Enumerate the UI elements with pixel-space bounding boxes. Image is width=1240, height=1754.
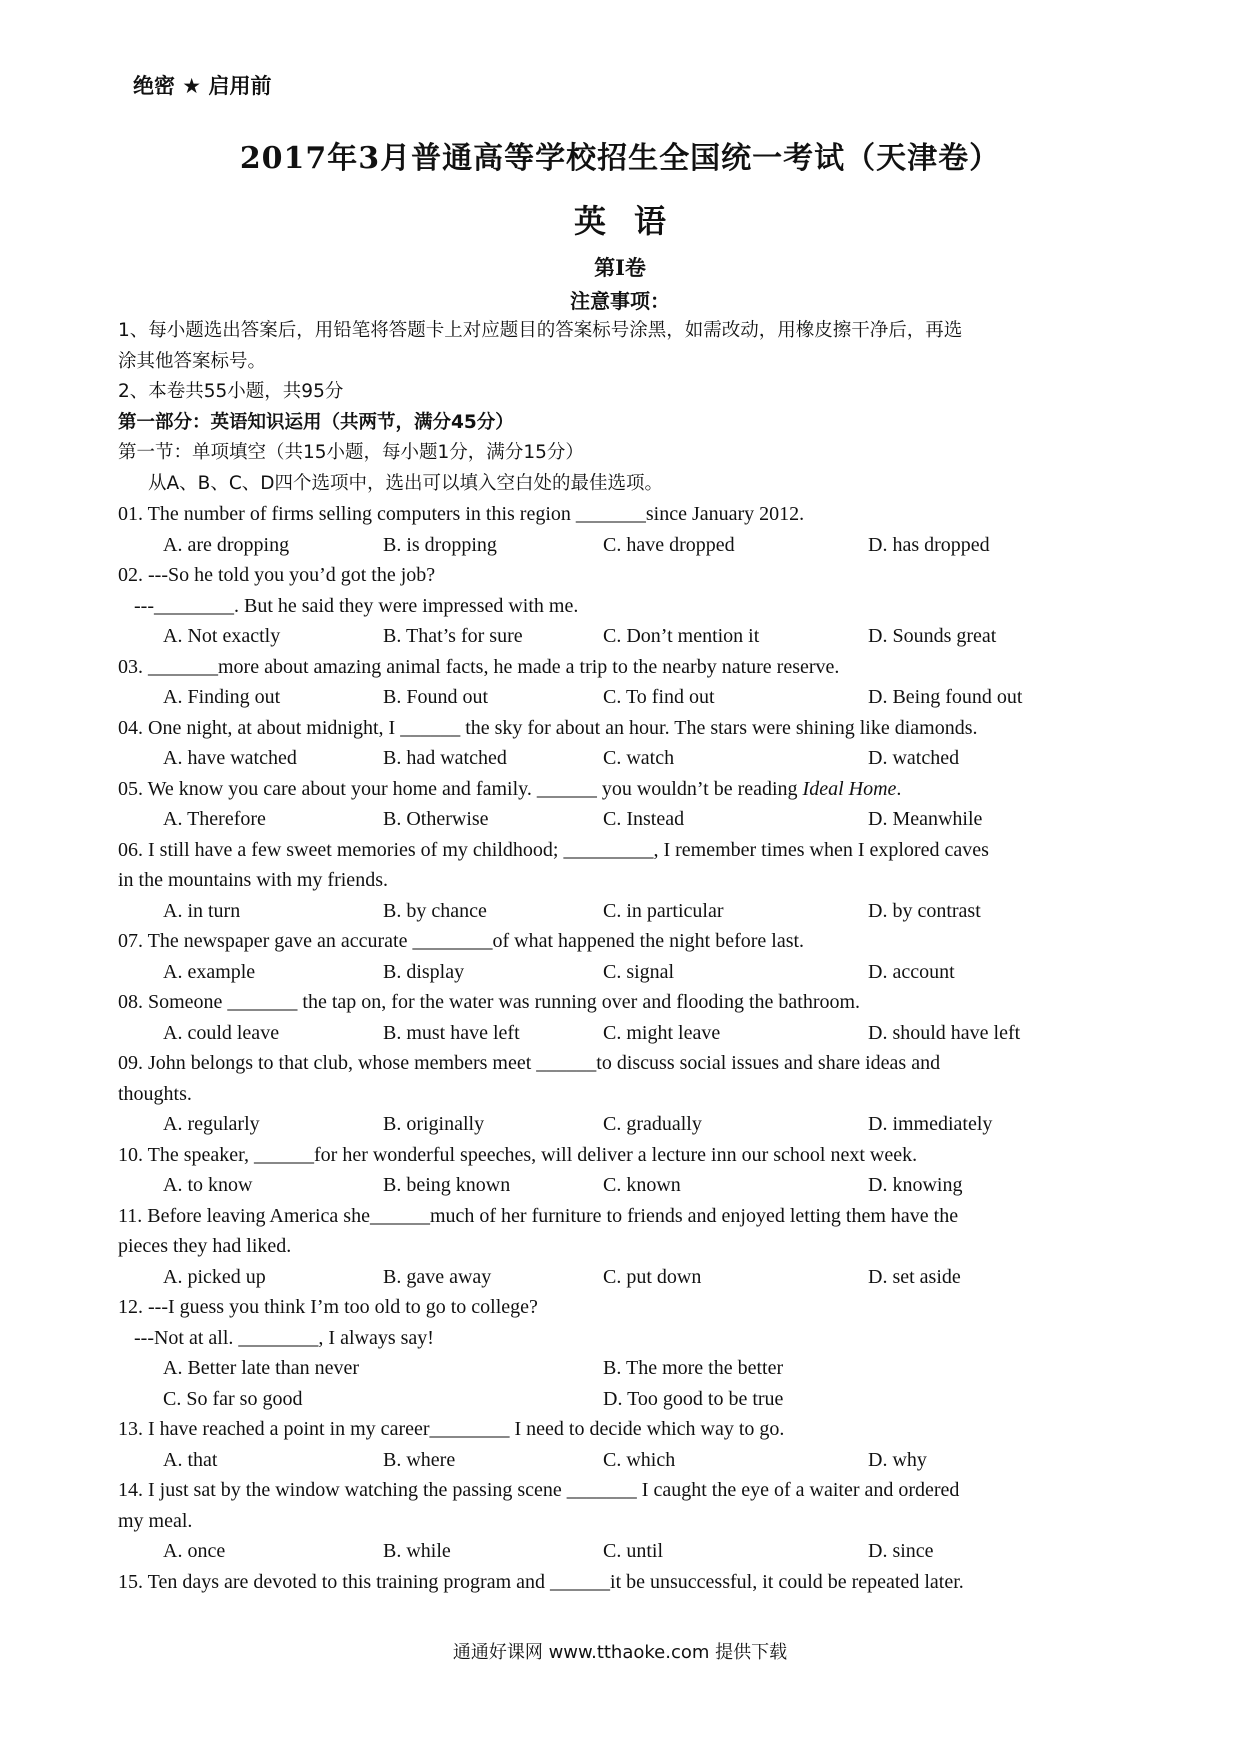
question-stem-continued: in the mountains with my friends. <box>118 869 388 891</box>
answer-option: C. watch <box>603 747 675 769</box>
answer-option: B. originally <box>383 1113 485 1135</box>
answer-option: B. Found out <box>383 686 489 708</box>
answer-option: D. should have left <box>868 1021 1021 1044</box>
question-stem: 06. I still have a few sweet memories of my childhood; _________, I remember times when I explored caves <box>118 838 989 861</box>
question-item <box>118 1048 1128 1140</box>
question-stem-continued: ---________. But he said they were impressed with me. <box>134 594 579 617</box>
question-item <box>118 774 1128 835</box>
option-row <box>118 1445 1128 1476</box>
part-title: 第一部分：英语知识运用（共两节，满分45分） <box>118 411 514 433</box>
answer-option: C. signal <box>603 960 675 983</box>
answer-option: B. gave away <box>383 1265 492 1288</box>
answer-option: A. have watched <box>163 747 297 769</box>
question-item <box>118 499 1128 560</box>
answer-option: C. So far so good <box>163 1387 303 1410</box>
answer-option: C. Instead <box>603 808 685 830</box>
section-title: 第一节：单项填空（共15小题，每小题1分，满分15分） <box>118 442 584 463</box>
question-stem: 03. _______more about amazing animal facts, he made a trip to the nearby nature reserve. <box>118 655 840 678</box>
answer-option: B. must have left <box>383 1021 520 1044</box>
answer-option: A. could leave <box>163 1021 280 1044</box>
question-stem: 11. Before leaving America she______much of her furniture to friends and enjoyed letting them have the <box>118 1204 959 1227</box>
answer-option: D. Too good to be true <box>603 1387 784 1410</box>
instruction-line: 2、本卷共55小题，共95分 <box>118 381 344 402</box>
option-row <box>118 1353 1128 1384</box>
option-row <box>118 682 1128 713</box>
answer-option: B. Otherwise <box>383 808 489 830</box>
answer-option: A. that <box>163 1448 218 1471</box>
answer-option: D. has dropped <box>868 533 990 556</box>
answer-option: A. once <box>163 1540 226 1562</box>
question-stem: 02. ---So he told you you’d got the job? <box>118 564 436 586</box>
answer-option: D. knowing <box>868 1174 963 1196</box>
question-stem-continued: pieces they had liked. <box>118 1235 292 1257</box>
answer-option: A. Therefore <box>163 808 266 830</box>
answer-option: B. display <box>383 960 465 983</box>
answer-option: C. put down <box>603 1265 702 1288</box>
question-item <box>118 1414 1128 1475</box>
question-stem: 08. Someone _______ the tap on, for the water was running over and flooding the bathroom. <box>118 991 861 1013</box>
answer-option: A. are dropping <box>163 533 290 556</box>
answer-option: A. Better late than never <box>163 1357 360 1379</box>
secret-label: 绝密 ★ 启用前 <box>133 74 272 98</box>
option-row <box>118 1170 1128 1201</box>
question-stem: 09. John belongs to that club, whose members meet ______to discuss social issues and share ideas and <box>118 1052 941 1074</box>
question-stem: 05. We know you care about your home and family. ______ you wouldn’t be reading Ideal Home. <box>118 777 902 800</box>
question-stem: 14. I just sat by the window watching the passing scene _______ I caught the eye of a waiter and ordered <box>118 1479 960 1501</box>
answer-option: B. while <box>383 1540 451 1562</box>
answer-option: C. gradually <box>603 1113 702 1135</box>
answer-option: C. Don’t mention it <box>603 625 760 647</box>
option-row <box>118 1536 1128 1567</box>
option-row <box>118 1109 1128 1140</box>
answer-option: A. Finding out <box>163 686 281 708</box>
answer-option: D. set aside <box>868 1265 961 1288</box>
answer-option: A. example <box>163 960 256 983</box>
answer-option: B. by chance <box>383 899 487 922</box>
question-stem: 01. The number of firms selling computers in this region _______since January 2012. <box>118 503 805 525</box>
answer-option: A. to know <box>163 1174 253 1196</box>
answer-option: D. account <box>868 960 955 983</box>
volume-label: 第Ⅰ卷 <box>594 255 646 280</box>
answer-option: D. by contrast <box>868 899 981 922</box>
question-item <box>118 1140 1128 1201</box>
question-stem: 10. The speaker, ______for her wonderful speeches, will deliver a lecture inn our school next week. <box>118 1143 918 1166</box>
answer-option: C. known <box>603 1174 681 1196</box>
question-stem: 07. The newspaper gave an accurate ________of what happened the night before last. <box>118 930 805 952</box>
question-item <box>118 713 1128 774</box>
answer-option: B. is dropping <box>383 533 497 556</box>
answer-option: C. might leave <box>603 1021 721 1044</box>
answer-option: D. Being found out <box>868 686 1023 708</box>
answer-option: D. immediately <box>868 1113 993 1135</box>
answer-option: B. being known <box>383 1174 511 1196</box>
option-row <box>118 896 1128 927</box>
question-stem: 13. I have reached a point in my career________ I need to decide which way to go. <box>118 1418 785 1440</box>
section-direction: 从A、B、C、D四个选项中，选出可以填入空白处的最佳选项。 <box>148 472 664 494</box>
footer-text: 通通好课网 www.tthaoke.com 提供下载 <box>452 1642 788 1663</box>
answer-option: C. have dropped <box>603 533 735 556</box>
question-list <box>118 499 1128 1597</box>
question-stem-continued: ---Not at all. ________, I always say! <box>134 1326 434 1349</box>
answer-option: A. regularly <box>163 1113 260 1135</box>
option-row <box>118 1018 1128 1049</box>
question-item <box>118 1292 1128 1414</box>
question-item <box>118 1201 1128 1293</box>
answer-option: D. Sounds great <box>868 625 997 647</box>
answer-option: B. had watched <box>383 747 507 769</box>
question-stem-continued: thoughts. <box>118 1082 192 1105</box>
question-stem: 15. Ten days are devoted to this training program and ______it be unsuccessful, it could be repeated later. <box>118 1570 964 1593</box>
answer-option: A. in turn <box>163 899 241 922</box>
question-item <box>118 987 1128 1048</box>
question-item <box>118 926 1128 987</box>
question-item <box>118 835 1128 927</box>
option-row <box>118 530 1128 561</box>
question-item <box>118 560 1128 652</box>
answer-option: A. picked up <box>163 1265 266 1288</box>
answer-option: B. where <box>383 1448 456 1471</box>
answer-option: C. until <box>603 1540 664 1562</box>
notice-heading: 注意事项： <box>570 289 670 313</box>
answer-option: B. The more the better <box>603 1357 784 1379</box>
answer-option: C. which <box>603 1448 676 1471</box>
answer-option: C. in particular <box>603 899 724 922</box>
option-row <box>118 743 1128 774</box>
question-item <box>118 652 1128 713</box>
answer-option: D. watched <box>868 747 960 769</box>
answer-option: B. That’s for sure <box>383 625 523 647</box>
question-stem: 12. ---I guess you think I’m too old to go to college? <box>118 1296 538 1318</box>
question-stem: 04. One night, at about midnight, I ______ the sky for about an hour. The stars were shining like diamonds. <box>118 716 978 739</box>
exam-body <box>118 316 1128 1597</box>
instruction-line: 1、每小题选出答案后，用铅笔将答题卡上对应题目的答案标号涂黑，如需改动，用橡皮擦干净后，再选 <box>118 320 963 341</box>
question-item <box>118 1567 1128 1598</box>
option-row <box>118 1384 1128 1415</box>
question-stem-continued: my meal. <box>118 1509 193 1532</box>
subject-title: 英语 <box>573 202 694 240</box>
option-row <box>118 804 1128 835</box>
instruction-line: 涂其他答案标号。 <box>118 350 267 372</box>
option-row <box>118 957 1128 988</box>
answer-option: D. why <box>868 1448 927 1471</box>
option-row <box>118 1262 1128 1293</box>
question-item <box>118 1475 1128 1567</box>
answer-option: C. To find out <box>603 686 715 708</box>
option-row <box>118 621 1128 652</box>
answer-option: A. Not exactly <box>163 625 281 647</box>
answer-option: D. Meanwhile <box>868 808 983 830</box>
exam-title: 2017年3月普通高等学校招生全国统一考试（天津卷） <box>239 141 1001 176</box>
answer-option: D. since <box>868 1540 934 1562</box>
